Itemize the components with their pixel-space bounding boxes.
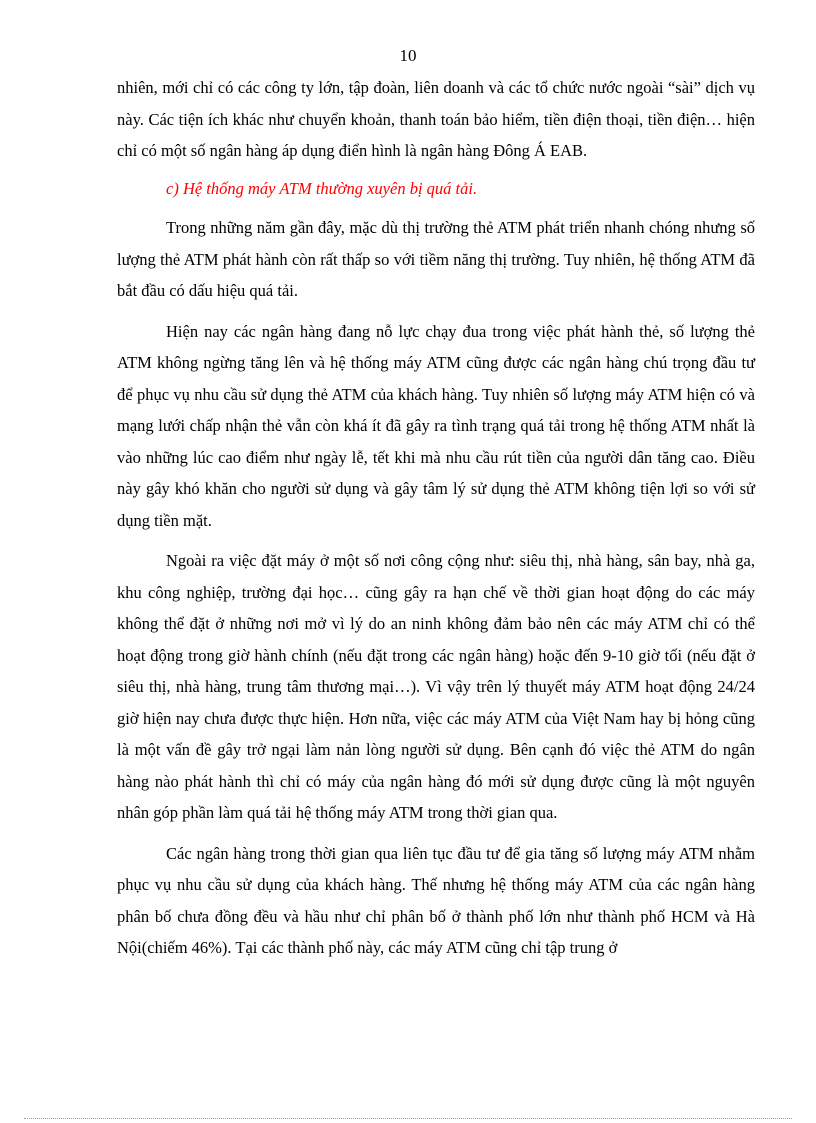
page-number: 10 — [399, 46, 417, 65]
paragraph-continuation: nhiên, mới chỉ có các công ty lớn, tập đoàn, liên doanh và các tổ chức nước ngoài “sài” dịch vụ này. Các tiện ích khác như chuyển khoản, thanh toán bảo hiểm, tiền điện thoại, tiền điện… hiện chỉ có một số ngân hàng áp dụng điển hình là ngân hàng Đông Á EAB. — [117, 78, 755, 160]
paragraph-atm-market: Trong những năm gần đây, mặc dù thị trường thẻ ATM phát triển nhanh chóng nhưng số lượng thẻ ATM phát hành còn rất thấp so với tiềm năng thị trường. Tuy nhiên, hệ thống ATM đã bắt đầu có dấu hiệu quá tải. — [117, 218, 755, 300]
paragraph-placement: Ngoài ra việc đặt máy ở một số nơi công cộng như: siêu thị, nhà hàng, sân bay, nhà ga, khu công nghiệp, trường đại học… cũng gây ra hạn chế về thời gian hoạt động do các máy không thể đặt ở những nơi mở vì lý do an ninh không đảm bảo nên các máy ATM chỉ có thể hoạt động trong giờ hành chính (nếu đặt trong các ngân hàng) hoặc đến 9-10 giờ tối (nếu đặt ở siêu thị, nhà hàng, trung tâm thương mại…). Vì vậy trên lý thuyết máy ATM hoạt động 24/24 giờ hiện nay chưa được thực hiện. Hơn nữa, việc các máy ATM của Việt Nam hay bị hỏng cũng là một vấn đề gây trở ngại làm nản lòng người sử dụng. Bên cạnh đó việc thẻ ATM do ngân hàng nào phát hành thì chỉ có máy của ngân hàng đó mới sử dụng được cũng là một nguyên nhân góp phần làm quá tải hệ thống máy ATM trong thời gian qua. — [117, 551, 755, 822]
section-heading: c) Hệ thống máy ATM thường xuyên bị quá tải. — [166, 178, 478, 198]
paragraph-bank-race: Hiện nay các ngân hàng đang nỗ lực chạy đua trong việc phát hành thẻ, số lượng thẻ ATM không ngừng tăng lên và hệ thống máy ATM cũng được các ngân hàng chú trọng đầu tư để phục vụ nhu cầu sử dụng thẻ ATM của khách hàng. Tuy nhiên số lượng máy ATM hiện có và mạng lưới chấp nhận thẻ vẫn còn khá ít đã gây ra tình trạng quá tải trong hệ thống ATM nhất là vào những lúc cao điểm như ngày lễ, tết khi mà nhu cầu rút tiền của người dân tăng cao. Điều này gây khó khăn cho người sử dụng và gây tâm lý sử dụng thẻ ATM không tiện lợi so với sử dụng tiền mặt. — [117, 321, 755, 530]
body-text — [117, 72, 755, 964]
page-bottom-divider — [24, 1118, 792, 1119]
paragraph-investment: Các ngân hàng trong thời gian qua liên tục đầu tư để gia tăng số lượng máy ATM nhằm phục vụ nhu cầu sử dụng của khách hàng. Thế nhưng hệ thống máy ATM của các ngân hàng phân bố chưa đồng đều và hầu như chỉ phân bố ở thành phố lớn như thành phố HCM và Hà Nội(chiếm 46%). Tại các thành phố này, các máy ATM cũng chỉ tập trung ở — [117, 843, 755, 957]
